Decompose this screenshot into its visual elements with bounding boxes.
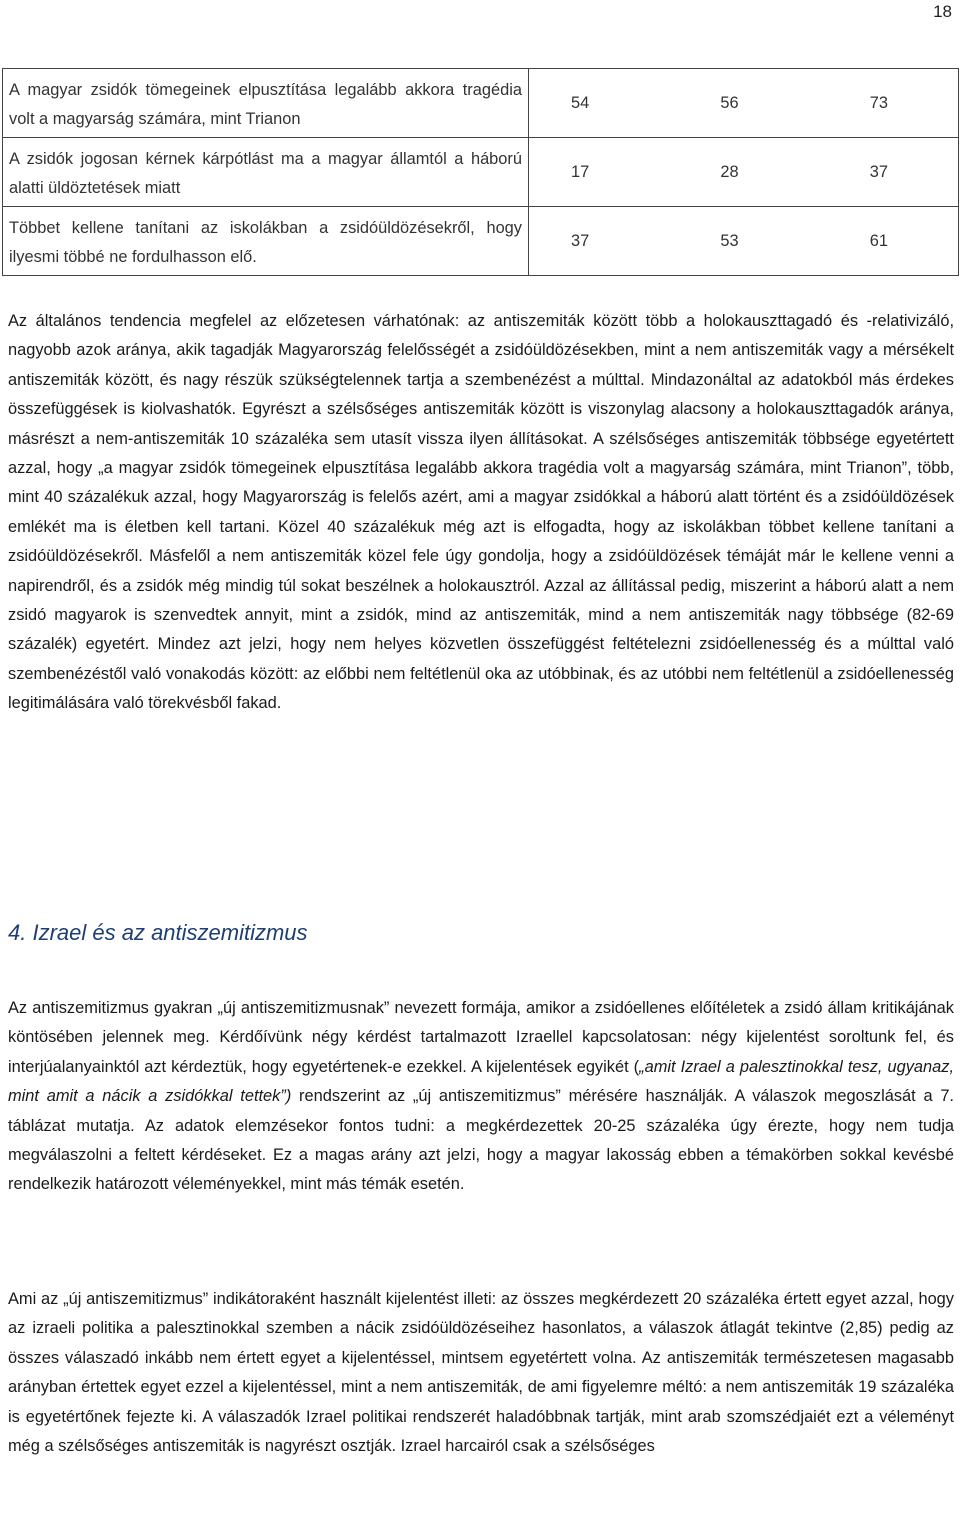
paragraph-text: Az antiszemitizmus gyakran „új antiszemitizmusnak” nevezett formája, amikor a zsidóellenes előítéletek a zsidó állam kritikájának köntösében jelennek meg. Kérdőívünk négy kérdést tartalmazott Izraellel kapcsolatosan: négy kijelentést soroltunk fel, és interjúalanyainktól azt kérdeztük, hogy egyetértenek-e ezekkel. A kijelentések egyikét ( (8, 999, 954, 1076)
paragraph-new-antisemitism (8, 994, 954, 1200)
value: 73 (869, 93, 888, 112)
quoted-statement: „amit Izrael a palesztinokkal tesz, ugyanaz, mint amit a nácik a zsidókkal tettek”) (8, 1057, 955, 1106)
value: 37 (869, 162, 888, 181)
paragraph-text: rendszerint az „új antiszemitizmus” mérésére használják. A válaszok megoszlását a 7. táblázat mutatja. Az adatok elemzésekor fontos tudni: a megkérdezettek 20-25 százaléka úgy érezte, hogy nem tudja megválaszolni a feltett kérdéseket. Ez a magas arány azt jelzi, hogy a magyar lakosság ebben a témakörben sokkal kevésbé rendelkezik határozott véleményekkel, mint más témák esetén. (8, 1087, 954, 1194)
table-row (3, 207, 959, 276)
statement-table (2, 68, 959, 276)
value: 54 (571, 93, 590, 112)
values-cell (529, 69, 959, 138)
value: 28 (720, 162, 739, 181)
value: 56 (720, 93, 739, 112)
section-heading: 4. Izrael és az antiszemitizmus (8, 920, 308, 945)
value: 61 (869, 231, 888, 250)
value: 37 (571, 231, 590, 250)
statement-cell: Többet kellene tanítani az iskolákban a zsidóüldözésekről, hogy ilyesmi többé ne fordulhasson elő. (3, 207, 529, 276)
table-row (3, 69, 959, 138)
paragraph-analysis: Az általános tendencia megfelel az előzetesen várhatónak: az antiszemiták között több a holokauszttagadó és -relativizáló, nagyobb azok aránya, akik tagadják Magyarország felelősségét a zsidóüldözésekben, mint a nem antiszemiták vagy a mérsékelt antiszemiták között, és nagy részük szükségtelennek tartja a szembenézést a múlttal. Mindazonáltal az adatokból más érdekes összefüggések is kiolvashatók. Egyrészt a szélsőséges antiszemiták között is viszonylag alacsony a holokauszttagadók aránya, másrészt a nem-antiszemiták 10 százaléka sem utasít vissza ilyen állításokat. A szélsőséges antiszemiták többsége egyetértett azzal, hogy „a magyar zsidók tömegeinek elpusztítása legalább akkora tragédia volt a magyarság számára, mint Trianon”, több, mint 40 százalékuk azzal, hogy Magyarország is felelős azért, ami a magyar zsidókkal a háború alatt történt és a zsidóüldözések emlékét ma is életben kell tartani. Közel 40 százalékuk még azt is elfogadta, hogy az iskolákban többet kellene tanítani a zsidóüldözésekről. Másfelől a nem antiszemiták közel fele úgy gondolja, hogy a zsidóüldözések témáját már le kellene venni a napirendről, és a zsidók még mindig túl sokat beszélnek a holokausztról. Azzal az állítással pedig, miszerint a háború alatt a nem zsidó magyarok is szenvedtek annyit, mint a zsidók, mind az antiszemiták, mind a nem antiszemiták nagy többsége (82-69 százalék) egyetért. Mindez azt jelzi, hogy nem helyes közvetlen összefüggést feltételezni zsidóellenesség és a múlttal való szembenézéstől való vonakodás között: az előbbi nem feltétlenül oka az utóbbinak, és az utóbbi nem feltétlenül a zsidóellenesség legitimálására való törekvésből fakad. (8, 312, 954, 713)
value: 53 (720, 231, 739, 250)
paragraph-indicator: Ami az „új antiszemitizmus” indikátoraként használt kijelentést illeti: az összes megkérdezett 20 százaléka értett egyet azzal, hogy az izraeli politika a palesztinokkal szemben a nácik zsidóüldözéseihez hasonlatos, a válaszok átlagát tekintve (2,85) pedig az összes válaszadó inkább nem értett egyet a kijelentéssel, mintsem egyetértett volna. Az antiszemiták természetesen magasabb arányban értettek egyet ezzel a kijelentéssel, mint a nem antiszemiták, de ami figyelemre méltó: a nem antiszemiták 19 százaléka is egyetértőnek fejezte ki. A válaszadók Izrael politikai rendszerét haladóbbnak tartják, mint arab szomszédjaiét ezt a véleményt még a szélsőséges antiszemiták is nagyrészt osztják. Izrael harcairól csak a szélsőséges (8, 1290, 954, 1456)
values-cell (529, 207, 959, 276)
values-cell (529, 138, 959, 207)
table-row (3, 138, 959, 207)
statement-cell: A zsidók jogosan kérnek kárpótlást ma a magyar államtól a háború alatti üldöztetések miatt (3, 138, 529, 207)
page-number: 18 (933, 2, 952, 21)
value: 17 (571, 162, 590, 181)
statement-cell: A magyar zsidók tömegeinek elpusztítása legalább akkora tragédia volt a magyarság számára, mint Trianon (3, 69, 529, 138)
